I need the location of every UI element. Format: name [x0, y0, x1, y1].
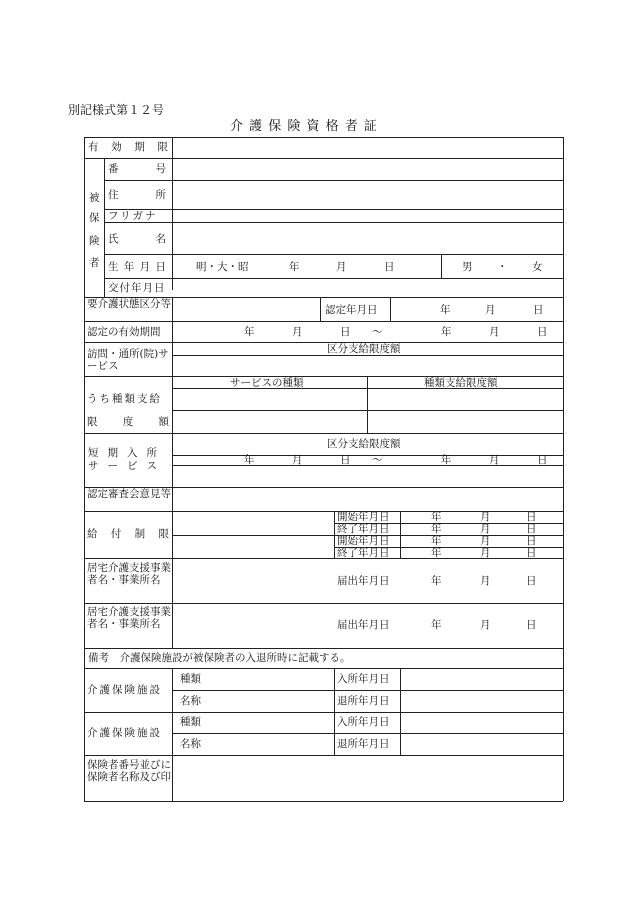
birth-year: 年	[289, 261, 300, 273]
short-tilde: ～	[372, 454, 383, 466]
facility2-discharge-label: 退所年月日	[337, 738, 390, 750]
facility2-name-label: 名称	[180, 738, 201, 750]
issue-date-label: 交付年月日	[108, 282, 166, 294]
female-option: 女	[532, 261, 543, 273]
cert-validity-label: 認定の有効期間	[87, 326, 161, 338]
form-number: 別記様式第１２号	[68, 103, 165, 117]
gender-separator: ・	[497, 261, 508, 273]
short-from-day: 日	[340, 454, 351, 466]
visit-service-label: 訪問・通所(院)サービス	[87, 348, 169, 372]
notify2-month: 月	[480, 619, 491, 631]
remarks: 備考 介護保険施設が被保険者の入退所時に記載する。	[88, 652, 351, 664]
page-title: 介 護 保 険 資 格 者 証	[230, 119, 378, 134]
benefit-start-2: 開始年月日	[337, 535, 390, 547]
notify1-year: 年	[431, 575, 442, 587]
male-option: 男	[462, 261, 473, 273]
short-to-year: 年	[441, 454, 452, 466]
notify2-day: 日	[526, 619, 537, 631]
address-label: 住 所	[108, 189, 166, 201]
facility1-name-label: 名称	[180, 695, 201, 707]
cert-month: 月	[485, 304, 496, 316]
facility2-kind-label: 種類	[180, 716, 201, 728]
cert-year: 年	[440, 304, 451, 316]
notification-date-label-1: 届出年月日	[337, 575, 390, 587]
short-stay-limit-header: 区分支給限度額	[327, 438, 401, 450]
facility-label-1: 介護保険施設	[87, 684, 162, 696]
short-from-month: 月	[292, 454, 303, 466]
benefit-start-1: 開始年月日	[337, 511, 390, 523]
benefit-end-2: 終了年月日	[337, 547, 390, 559]
birth-date-label: 生 年 月 日	[108, 261, 166, 273]
insurer-label: 保険者番号並びに保険者名称及び印	[87, 759, 171, 783]
short-from-year: 年	[244, 454, 255, 466]
era-options: 明・大・昭	[196, 261, 249, 273]
validity-label: 有 効 期 限	[88, 141, 168, 153]
birth-day: 日	[384, 261, 395, 273]
review-opinion-label: 認定審査会意見等	[87, 488, 171, 500]
facility2-admission-label: 入所年月日	[337, 716, 390, 728]
validity-to-month: 月	[489, 326, 500, 338]
facility1-admission-label: 入所年月日	[337, 673, 390, 685]
service-kind-header: サービスの種類	[230, 377, 304, 389]
kind-limit-label-2: 限 度 額	[87, 416, 169, 428]
care-office-label-2: 居宅介護支援事業者名・事業所名	[87, 606, 171, 630]
kind-limit-label-1: うち種類支給	[87, 393, 162, 405]
visit-limit-header: 区分支給限度額	[327, 343, 401, 355]
furigana-label: フリガナ	[108, 210, 158, 222]
short-to-day: 日	[537, 454, 548, 466]
certification-date-label: 認定年月日	[325, 304, 378, 316]
notify1-month: 月	[480, 575, 491, 587]
facility1-kind-label: 種類	[180, 673, 201, 685]
facility1-discharge-label: 退所年月日	[337, 695, 390, 707]
validity-to-year: 年	[441, 326, 452, 338]
notification-date-label-2: 届出年月日	[337, 619, 390, 631]
validity-to-day: 日	[537, 326, 548, 338]
validity-from-year: 年	[244, 326, 255, 338]
name-label: 氏 名	[108, 233, 166, 245]
notify1-day: 日	[526, 575, 537, 587]
benefit-end-1: 終了年月日	[337, 523, 390, 535]
validity-from-day: 日	[340, 326, 351, 338]
benefit-limit-label: 給 付 制 限	[87, 528, 169, 540]
birth-month: 月	[336, 261, 347, 273]
number-label: 番 号	[108, 163, 166, 175]
care-office-label-1: 居宅介護支援事業者名・事業所名	[87, 562, 171, 586]
care-level-label: 要介護状態区分等	[87, 298, 171, 310]
short-stay-label: 短期入所サービス	[88, 447, 166, 472]
validity-tilde: ～	[372, 326, 383, 338]
cert-day: 日	[533, 304, 544, 316]
kind-limit-header: 種類支給限度額	[424, 377, 498, 389]
facility-label-2: 介護保険施設	[87, 727, 162, 739]
notify2-year: 年	[431, 619, 442, 631]
validity-from-month: 月	[292, 326, 303, 338]
short-to-month: 月	[489, 454, 500, 466]
